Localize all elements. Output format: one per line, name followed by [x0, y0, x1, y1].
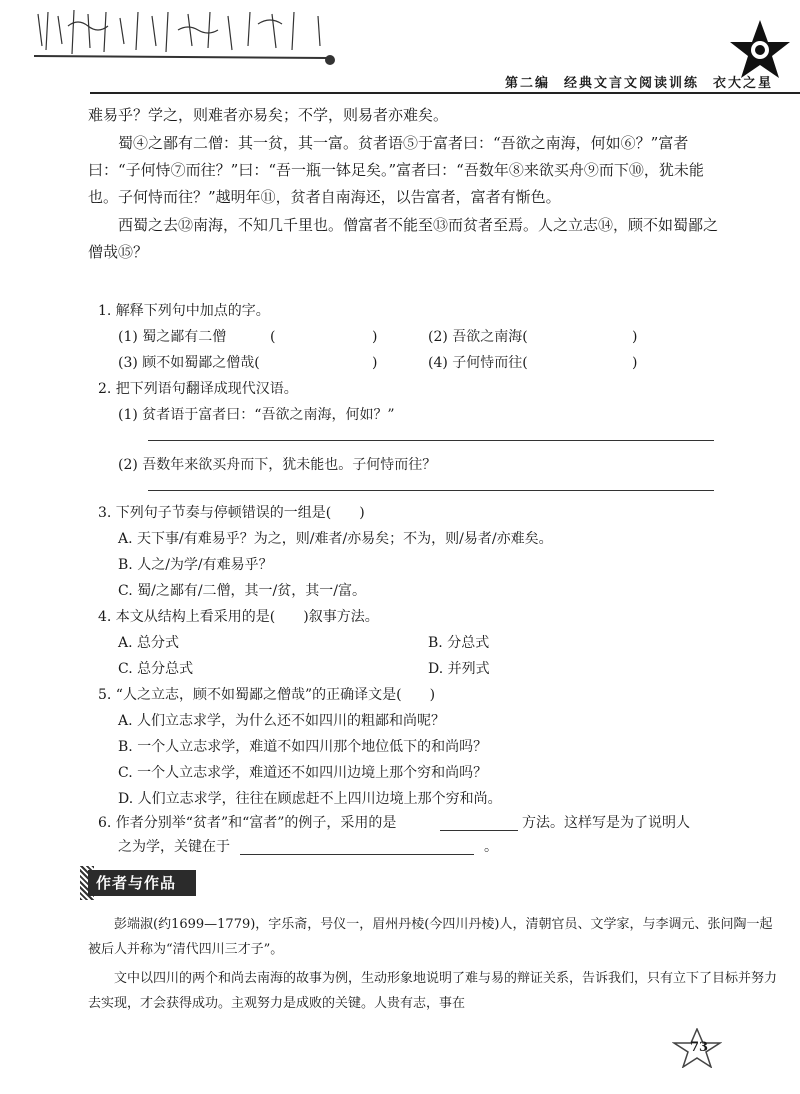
header-scan-artifact: [28, 6, 348, 68]
header-section: 第二编: [505, 76, 551, 91]
passage-paragraph-1: 难易乎？学之，则难者亦易矣；不学，则易者亦难矣。: [88, 106, 449, 124]
passage-paragraph-2: 蜀④之鄙有二僧：其一贫，其一富。贫者语⑤于富者曰：“吾欲之南海，何如⑥？”富者曰：“子何恃⑦而往？”曰：“吾一瓶一钵足矣。”富者曰：“吾数年⑧来欲买舟⑨而下⑩，犹未能也。子何恃而往？”越明年⑪，贫者自南海还，以告富者，富者有惭色。: [88, 134, 704, 206]
q4-stem: 4. 本文从结构上看采用的是( )叙事方法。: [98, 609, 379, 625]
q3-stem: 3. 下列句子节奏与停顿错误的一组是( ): [98, 505, 365, 521]
q2-answer-line-2[interactable]: [148, 490, 714, 491]
header-book-title: 经典文言文阅读训练: [564, 76, 700, 91]
q6-part-a: 6. 作者分别举“贫者”和“富者”的例子，采用的是: [98, 815, 397, 831]
q4-option-a: A. 总分式: [118, 635, 180, 651]
author-paragraph-2: 文中以四川的两个和尚去南海的故事为例，生动形象地说明了难与易的辩证关系，告诉我们，只有立下了目标并努力去实现，才会获得成功。主观努力是成败的关键。人贵有志，事在: [88, 971, 778, 1011]
q6-blank-2[interactable]: [240, 854, 474, 855]
q1-item-3: (3) 顾不如蜀鄙之僧哉(: [118, 355, 260, 371]
q1-item-2: (2) 吾欲之南海(: [428, 329, 528, 345]
q1-item-1: (1) 蜀之鄙有二僧: [118, 329, 227, 345]
q1-open-1: (: [270, 329, 276, 345]
q1-close-4: ): [632, 355, 638, 371]
q3-option-a: A. 天下事/有难易乎？为之，则/难者/亦易矣；不为，则/易者/亦难矣。: [118, 531, 553, 547]
q2-answer-line-1[interactable]: [148, 440, 714, 441]
page-number: 73: [690, 1040, 709, 1055]
q5-option-b: B. 一个人立志求学，难道不如四川那个地位低下的和尚吗？: [118, 739, 488, 755]
q6-blank-1[interactable]: [440, 830, 518, 831]
star-logo-icon: [728, 18, 792, 82]
q2-sentence-2: (2) 吾数年来欲买舟而下，犹未能也。子何恃而往？: [118, 457, 437, 473]
passage-paragraph-3: 西蜀之去⑫南海，不知几千里也。僧富者不能至⑬而贫者至焉。人之立志⑭，顾不如蜀鄙之僧哉⑮？: [88, 216, 719, 261]
author-section-badge: 作者与作品: [88, 870, 196, 896]
header-rule: [90, 92, 800, 94]
q5-option-a: A. 人们立志求学，为什么还不如四川的粗鄙和尚呢？: [118, 713, 446, 729]
q6-part-d: 。: [484, 839, 498, 855]
q6-part-c: 之为学，关键在于: [118, 839, 230, 855]
q2-sentence-1: (1) 贫者语于富者曰：“吾欲之南海，何如？”: [118, 407, 395, 423]
q3-option-c: C. 蜀/之鄙有/二僧，其一/贫，其一/富。: [118, 583, 366, 599]
q4-option-d: D. 并列式: [428, 661, 490, 677]
q5-stem: 5. “人之立志，顾不如蜀鄙之僧哉”的正确译文是( ): [98, 687, 436, 703]
q1-item-4: (4) 子何恃而往(: [428, 355, 528, 371]
q4-option-b: B. 分总式: [428, 635, 490, 651]
q1-close-1: ): [372, 329, 378, 345]
q6-part-b: 方法。这样写是为了说明人: [522, 815, 690, 831]
q3-option-b: B. 人之/为学/有难易乎？: [118, 557, 273, 573]
q5-option-c: C. 一个人立志求学，难道还不如四川边境上那个穷和尚吗？: [118, 765, 488, 781]
q1-close-3: ): [372, 355, 378, 371]
q1-stem: 1. 解释下列句中加点的字。: [98, 303, 270, 319]
q1-close-2: ): [632, 329, 638, 345]
q5-option-d: D. 人们立志求学，往往在顾虑赶不上四川边境上那个穷和尚。: [118, 791, 502, 807]
header-brand: 衣大之星: [713, 76, 774, 91]
q2-stem: 2. 把下列语句翻译成现代汉语。: [98, 381, 298, 397]
author-paragraph-1: 彭端淑(约1699—1779)，字乐斋，号仪一，眉州丹棱(今四川丹棱)人，清朝官员、文学家，与李调元、张问陶一起被后人并称为“清代四川三才子”。: [88, 917, 773, 957]
q4-option-c: C. 总分总式: [118, 661, 194, 677]
